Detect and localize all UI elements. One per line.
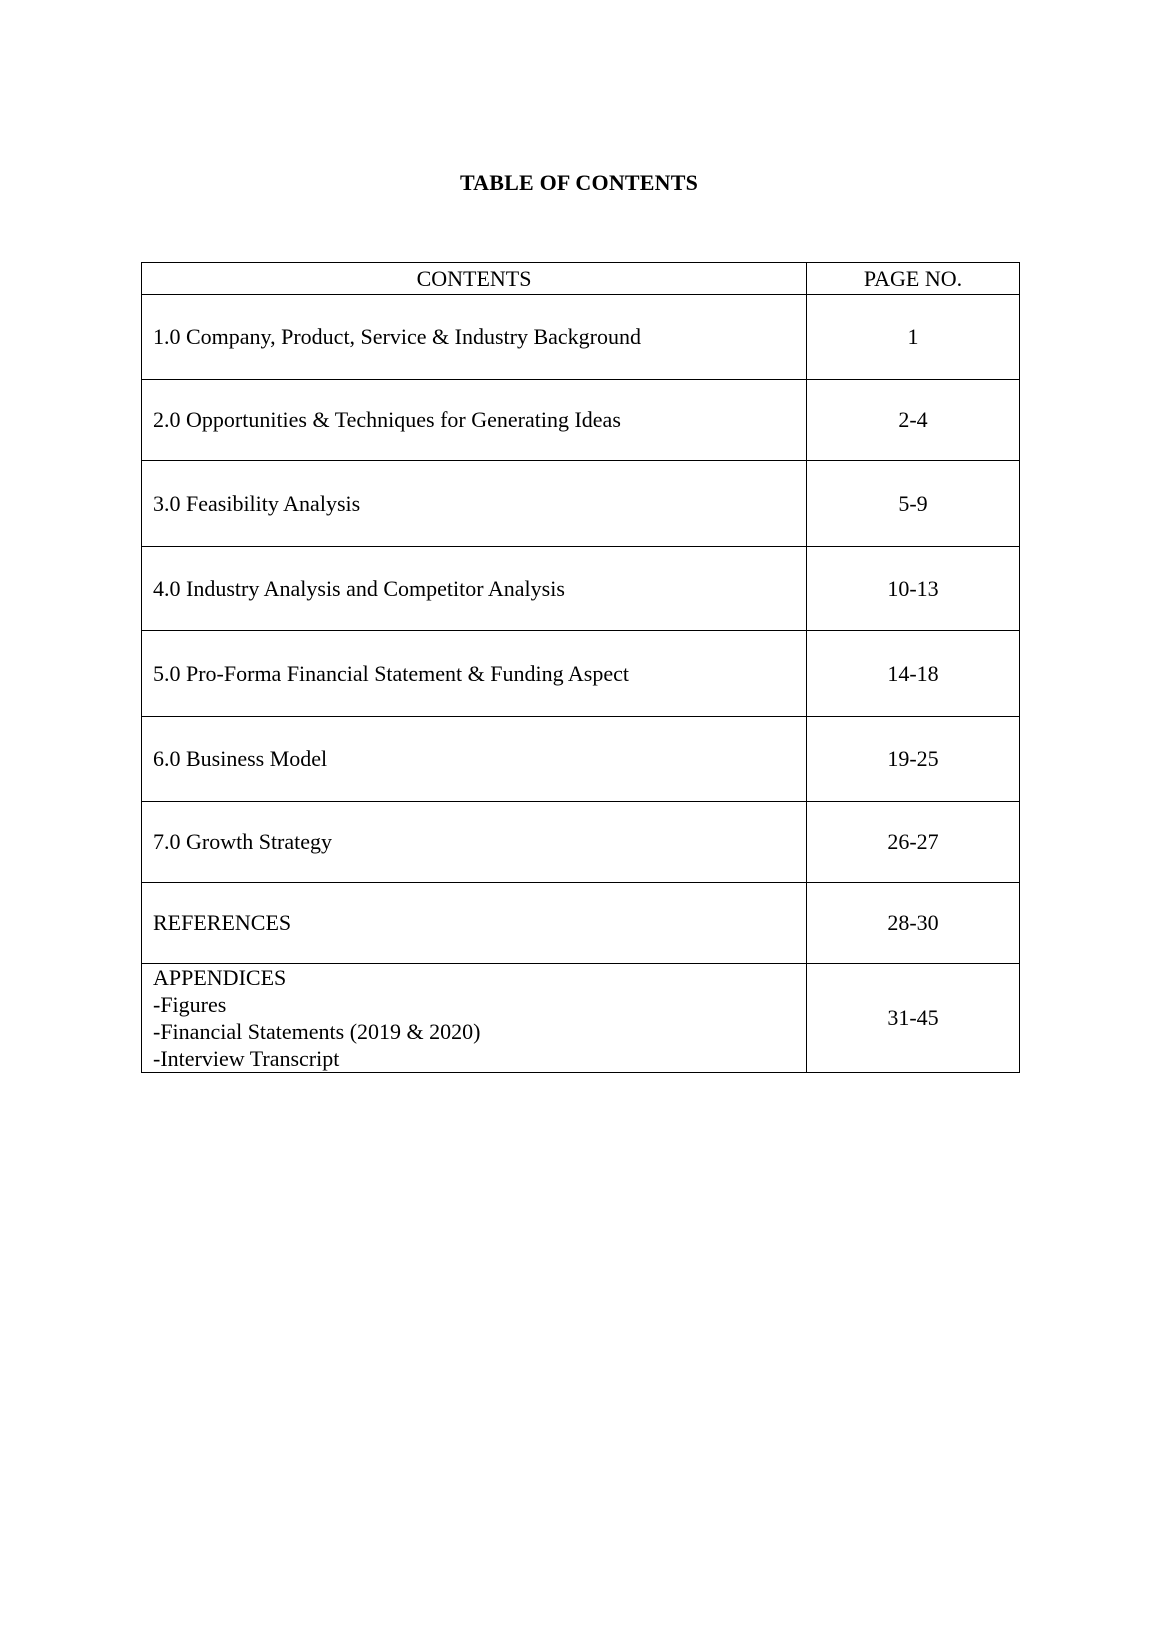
toc-entry-label: 2.0 Opportunities & Techniques for Generating Ideas (142, 380, 807, 461)
appendices-row (142, 964, 1020, 1073)
table-row (142, 547, 1020, 631)
contents-column-header: CONTENTS (142, 263, 807, 295)
toc-entry-label: 5.0 Pro-Forma Financial Statement & Funding Aspect (142, 631, 807, 717)
toc-entry-pages: 19-25 (807, 717, 1020, 802)
toc-entry-pages: 1 (807, 295, 1020, 380)
table-row (142, 295, 1020, 380)
toc-entry-label: 1.0 Company, Product, Service & Industry Background (142, 295, 807, 380)
table-row (142, 461, 1020, 547)
toc-entry-label: 6.0 Business Model (142, 717, 807, 802)
toc-entry-label: 7.0 Growth Strategy (142, 802, 807, 883)
page-no-column-header: PAGE NO. (807, 263, 1020, 295)
toc-entry-pages: 14-18 (807, 631, 1020, 717)
table-row (142, 802, 1020, 883)
toc-entry-pages: 10-13 (807, 547, 1020, 631)
appendix-item-interview-transcript: -Interview Transcript (153, 1046, 340, 1071)
table-header-row (142, 263, 1020, 295)
table-row (142, 631, 1020, 717)
toc-entry-label: 3.0 Feasibility Analysis (142, 461, 807, 547)
page-title: TABLE OF CONTENTS (459, 170, 699, 195)
appendices-pages: 31-45 (807, 964, 1020, 1073)
table-row (142, 717, 1020, 802)
contents-table (141, 262, 1020, 1073)
table-row (142, 883, 1020, 964)
appendix-item-financial-statements: -Financial Statements (2019 & 2020) (153, 1019, 481, 1044)
toc-entry-pages: 26-27 (807, 802, 1020, 883)
toc-entry-label: 4.0 Industry Analysis and Competitor Analysis (142, 547, 807, 631)
appendices-entry (142, 964, 807, 1073)
toc-entry-pages: 2-4 (807, 380, 1020, 461)
toc-entry-label: REFERENCES (142, 883, 807, 964)
table-row (142, 380, 1020, 461)
toc-entry-pages: 5-9 (807, 461, 1020, 547)
toc-entry-pages: 28-30 (807, 883, 1020, 964)
appendix-item-figures: -Figures (153, 992, 227, 1017)
appendices-label: APPENDICES (153, 965, 287, 990)
